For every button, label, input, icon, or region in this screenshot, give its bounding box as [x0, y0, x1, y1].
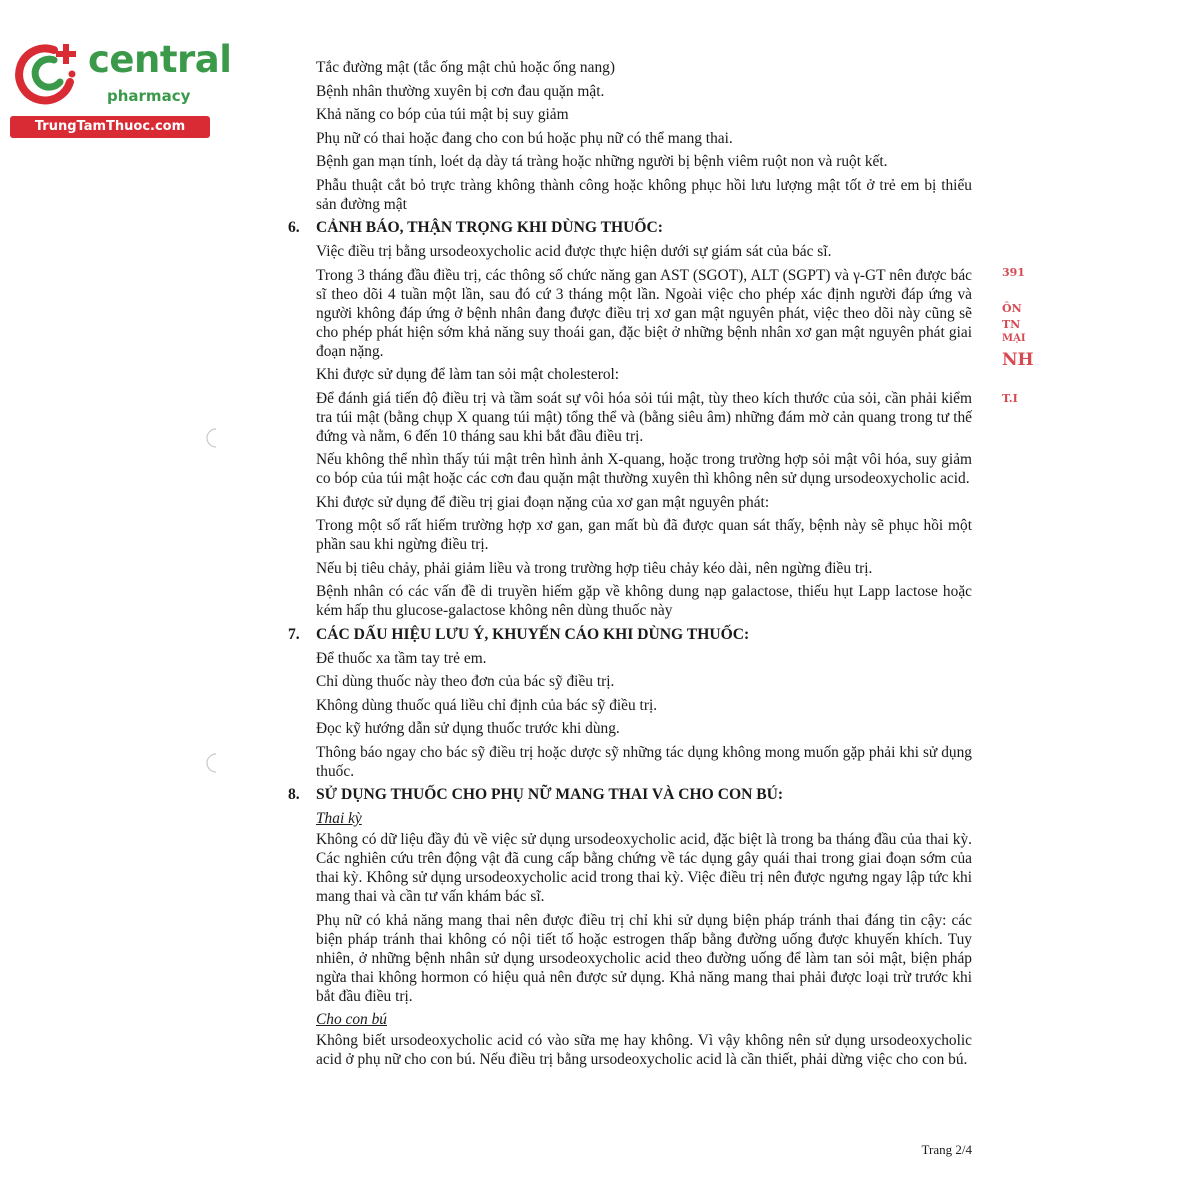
- paragraph: Để thuốc xa tầm tay trẻ em.: [316, 649, 487, 667]
- section-title: CÁC DẤU HIỆU LƯU Ý, KHUYẾN CÁO KHI DÙNG THUỐC:: [316, 625, 750, 643]
- section-title: CẢNH BÁO, THẬN TRỌNG KHI DÙNG THUỐC:: [316, 219, 663, 236]
- subheading-breastfeeding: Cho con bú: [316, 1011, 387, 1028]
- paragraph: Đọc kỹ hướng dẫn sử dụng thuốc trước khi dùng.: [316, 720, 620, 737]
- contraindication-item: Khả năng co bóp của túi mật bị suy giảm: [316, 106, 569, 123]
- punch-hole-mark: [204, 427, 218, 449]
- stamp-text: ÔN: [1002, 302, 1022, 315]
- stamp-text: 391: [1002, 266, 1025, 279]
- contraindication-item: Bệnh gan mạn tính, loét dạ dày tá tràng hoặc những người bị bệnh viêm ruột non và ruột kết.: [316, 153, 888, 170]
- paragraph: Khi được sử dụng để điều trị giai đoạn nặng của xơ gan mật nguyên phát:: [316, 493, 770, 511]
- paragraph: Không dùng thuốc quá liều chỉ định của bác sỹ điều trị.: [316, 696, 658, 714]
- brand-logo: [10, 38, 232, 138]
- section-title: SỬ DỤNG THUỐC CHO PHỤ NỮ MANG THAI VÀ CHO CON BÚ:: [316, 786, 784, 803]
- section-number: 8.: [288, 786, 300, 803]
- paragraph: Thông báo ngay cho bác sỹ điều trị hoặc dược sỹ những tác dụng không mong muốn gặp phải khi sử dụng thuốc.: [316, 743, 972, 780]
- section-number: 6.: [288, 219, 300, 236]
- section-number: 7.: [288, 625, 300, 643]
- paragraph: Nếu bị tiêu chảy, phải giảm liều và trong trường hợp tiêu chảy kéo dài, nên ngừng điều trị.: [316, 559, 873, 577]
- paragraph: Không có dữ liệu đầy đủ về việc sử dụng ursodeoxycholic acid, đặc biệt là trong ba tháng đầu của thai kỳ. Các nghiên cứu trên động vật đã cung cấp bằng chứng về tác dụng gây quái thai trong giai đoạn sớm của thai kỳ. Không sử dụng ursodeoxycholic acid trong thai kỳ. Việc điều trị nên được ngưng ngay lập tức khi mang thai và cần tư vấn khám bác sĩ.: [316, 831, 972, 905]
- paragraph: Không biết ursodeoxycholic acid có vào sữa mẹ hay không. Vì vậy không nên sử dụng ursodeoxycholic acid ở phụ nữ cho con bú. Nếu điều trị bằng ursodeoxycholic acid là cần thiết, phải dừng việc cho con bú.: [316, 1032, 972, 1068]
- subheading-pregnancy: Thai kỳ: [316, 810, 362, 827]
- official-stamp-fragment: [998, 262, 1038, 422]
- section-heading: [288, 625, 972, 644]
- contraindication-item: Phụ nữ có thai hoặc đang cho con bú hoặc phụ nữ có thể mang thai.: [316, 129, 733, 147]
- leaflet-page: [288, 58, 972, 1074]
- contraindication-item: Bệnh nhân thường xuyên bị cơn đau quặn mật.: [316, 82, 605, 100]
- paragraph: Trong một số rất hiếm trường hợp xơ gan, gan mất bù đã được quan sát thấy, bệnh này sẽ phục hồi một phần sau khi ngừng điều trị.: [316, 517, 972, 553]
- stamp-text: MẠI: [1002, 333, 1026, 344]
- stamp-text: TN: [1002, 318, 1021, 331]
- paragraph: Bệnh nhân có các vấn đề di truyền hiếm gặp về không dung nạp galactose, thiếu hụt Lapp lactose hoặc kém hấp thu glucose-galactose không nên dùng thuốc này: [316, 583, 972, 619]
- paragraph: Trong 3 tháng đầu điều trị, các thông số chức năng gan AST (SGOT), ALT (SGPT) và γ-GT nên được bác sĩ theo dõi 4 tuần một lần, sau đó cứ 3 tháng một lần. Ngoài việc cho phép xác định người đáp ứng và người không đáp ứng ở bệnh nhân đang được điều trị xơ gan mật nguyên phát, việc theo dõi này cũng sẽ cho phép phát hiện sớm khả năng suy thoái gan, đặc biệt ở những bệnh nhân xơ gan mật nguyên phát giai đoạn nặng.: [316, 266, 972, 360]
- logo-url-banner: TrungTamThuoc.com: [10, 116, 210, 138]
- paragraph: Nếu không thể nhìn thấy túi mật trên hình ảnh X-quang, hoặc trong trường hợp sỏi mật vôi hóa, suy giảm co bóp của túi mật hoặc các cơn đau quặn mật thường xuyên thì không nên sử dụng ursodeoxycholic acid.: [316, 451, 972, 487]
- section-heading: [288, 218, 972, 237]
- page-number: Trang 2/4: [921, 1142, 972, 1157]
- pharmacy-cross-icon: [10, 38, 82, 106]
- stamp-text: T.I: [1002, 392, 1018, 405]
- paragraph: Phụ nữ có khả năng mang thai nên được điều trị chỉ khi sử dụng biện pháp tránh thai đáng tin cậy: các biện pháp tránh thai không có nội tiết tố hoặc estrogen thấp bằng đường uống được khuyến khích. Tuy nhiên, ở những bệnh nhân sử dụng ursodeoxycholic acid theo đường uống để làm tan sỏi mật, biện pháp ngừa thai không hormon có hiệu quả nên được sử dụng. Khả năng mang thai phải được loại trừ trước khi bắt đầu điều trị.: [316, 911, 972, 1005]
- logo-name: central: [88, 38, 232, 81]
- punch-hole-mark: [204, 752, 218, 774]
- paragraph: Việc điều trị bằng ursodeoxycholic acid được thực hiện dưới sự giám sát của bác sĩ.: [316, 243, 832, 260]
- section-heading: [288, 785, 972, 804]
- paragraph: Khi được sử dụng để làm tan sỏi mật cholesterol:: [316, 366, 620, 383]
- logo-subtitle: pharmacy: [107, 87, 191, 105]
- paragraph: Chỉ dùng thuốc này theo đơn của bác sỹ điều trị.: [316, 673, 615, 690]
- contraindication-item: Phẫu thuật cắt bỏ trực tràng không thành công hoặc không phục hồi lưu lượng mật tốt ở trẻ em bị thiểu sản đường mật: [316, 176, 972, 213]
- contraindication-item: Tắc đường mật (tắc ống mật chủ hoặc ống nang): [316, 59, 615, 76]
- paragraph: Để đánh giá tiến độ điều trị và tầm soát sự vôi hóa sỏi túi mật, tùy theo kích thước của sỏi, cần phải kiểm tra túi mật (bằng chụp X quang túi mật) tổng thể và (bằng siêu âm) những đám mờ cản quang trong tư thế đứng và nằm, 6 đến 10 tháng sau khi bắt đầu điều trị.: [316, 389, 972, 445]
- stamp-text: NH: [1002, 350, 1034, 370]
